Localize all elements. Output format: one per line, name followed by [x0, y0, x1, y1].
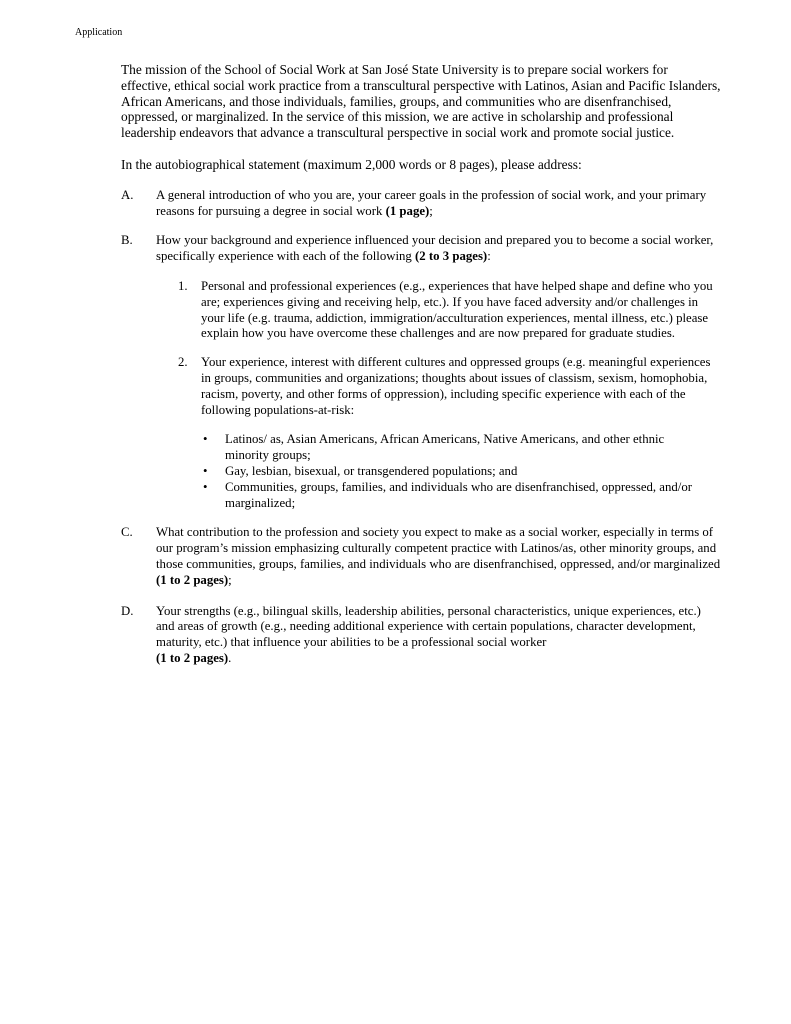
mission-statement: The mission of the School of Social Work at San José State University is to prepare social workers for effective, ethical social work practice from a transcultural perspective with Latinos, Asian and Pacific Islanders, African Americans, and those individuals, families, groups, and communities who are disenfranchised, oppressed, or marginalized. In the service of this mission, we are active in scholarship and professional leadership endeavors that advance a transcultural perspective in social work and promote social justice.: [121, 62, 721, 141]
section-a-marker: A.: [121, 187, 134, 202]
section-d-length: (1 to 2 pages): [156, 650, 229, 665]
population-text: Latinos/ as, Asian Americans, African Americans, Native Americans, and other ethnic minority groups;: [225, 432, 665, 463]
item-2-number: 2.: [178, 355, 188, 370]
bullet-icon: •: [203, 479, 208, 494]
section-c-punct: ;: [228, 572, 232, 587]
section-a-length: (1 page): [385, 203, 430, 218]
bullet-icon: •: [203, 432, 208, 447]
section-b-marker: B.: [121, 233, 133, 248]
section-b: [121, 233, 721, 265]
section-b-length: (2 to 3 pages): [415, 249, 488, 264]
populations-list: [121, 432, 701, 511]
population-item: [201, 464, 701, 480]
section-a-text: A general introduction of who you are, your career goals in the profession of social work, and your primary reasons for pursuing a degree in social work: [156, 187, 707, 218]
population-item: [201, 432, 701, 464]
section-c-length: (1 to 2 pages): [156, 572, 229, 587]
section-d: [121, 604, 721, 667]
item-1-number: 1.: [178, 278, 188, 293]
item-1-text: Personal and professional experiences (e.g., experiences that have helped shape and define who you are; experiences giving and receiving help, etc.). If you have faced adversity and/or challenges in your life (e.g. trauma, addiction, immigration/acculturation experiences, mental illness, etc.) please explain how you have overcome these challenges and are now prepared for graduate studies.: [201, 278, 713, 341]
statement-instructions: In the autobiographical statement (maximum 2,000 words or 8 pages), please address:: [121, 156, 582, 172]
section-b-punct: :: [487, 249, 491, 264]
section-c: [121, 525, 721, 588]
section-c-marker: C.: [121, 525, 133, 540]
item-2-text: Your experience, interest with different cultures and oppressed groups (e.g. meaningful experiences in groups, communities and organizations; thoughts about issues of classism, sexism, homophobia, racism, poverty, and other forms of oppression), including specific experience with each of the following populations-at-risk:: [201, 355, 711, 417]
section-d-punct: .: [228, 650, 232, 665]
population-text: Gay, lesbian, bisexual, or transgendered populations; and: [225, 463, 518, 478]
population-text: Communities, groups, families, and individuals who are disenfranchised, oppressed, and/or marginalized;: [225, 479, 692, 510]
section-d-text: Your strengths (e.g., bilingual skills, leadership abilities, personal characteristics, unique experiences, etc.) and areas of growth (e.g., needing additional experience with certain populations, character development, maturity, etc.) that influence your abilities to be a professional social worker: [156, 603, 701, 650]
section-b-sublist: [121, 279, 716, 418]
document-body: [121, 62, 721, 667]
section-b-item-2: [178, 355, 716, 418]
section-c-text: What contribution to the profession and society you expect to make as a social worker, especially in terms of our program’s mission emphasizing culturally competent practice with Latinos/as, other minority groups, and those communities, groups, families, and individuals who are disenfranchised, oppressed, and/or marginalized: [156, 525, 721, 571]
population-item: [201, 480, 701, 512]
section-d-marker: D.: [121, 603, 134, 618]
page-header: Application: [75, 27, 123, 38]
section-a: [121, 188, 721, 220]
section-b-item-1: [178, 279, 716, 342]
section-a-punct: ;: [429, 203, 433, 218]
section-b-text: How your background and experience influenced your decision and prepared you to become a social worker, specifically experience with each of the following: [156, 233, 714, 264]
bullet-icon: •: [203, 463, 208, 478]
